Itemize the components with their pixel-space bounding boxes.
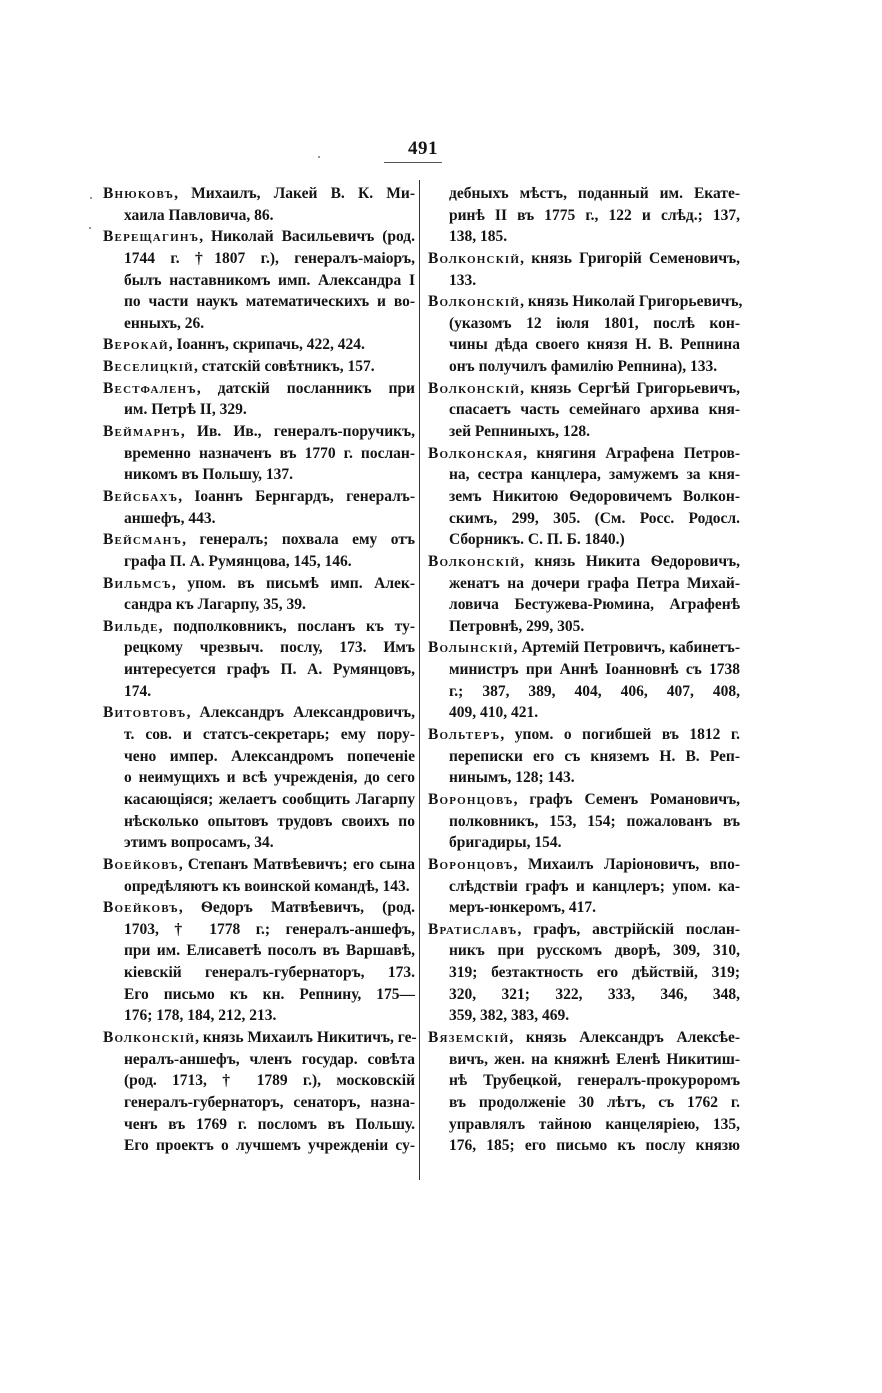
entry-text: полковникъ, 153, 154; пожалованъ въ (449, 812, 740, 830)
entry-headword: Волконскій (103, 1028, 196, 1046)
entry-text: , упом. въ письмѣ имп. Алек- (171, 574, 415, 592)
index-entry (103, 334, 415, 356)
entry-text: ловича Бестужева-Рюмина, Аграфенѣ (449, 596, 740, 614)
entry-text: графа П. А. Румянцова, 145, 146. (124, 552, 352, 570)
entry-line (428, 226, 740, 248)
entry-headword: Вяземскій (428, 1028, 510, 1046)
entry-text: , датскій посланникъ при (196, 379, 415, 397)
entry-line (103, 226, 415, 248)
entry-line (428, 378, 740, 400)
entry-text: бригадиры, 154. (449, 834, 562, 852)
entry-line (103, 378, 415, 400)
entry-text: т. сов. и статсъ-секретарь; ему пору- (124, 726, 415, 744)
entry-line (103, 313, 415, 335)
entry-text: интересуется графъ П. А. Румянцовъ, (124, 661, 415, 679)
entry-line (428, 313, 740, 335)
entry-line (428, 291, 743, 313)
entry-text: , упом. о погибшей въ 1812 г. (500, 726, 740, 744)
entry-text: сандра къ Лагарпу, 35, 39. (124, 596, 306, 614)
entry-line (428, 486, 740, 508)
entry-line (103, 573, 415, 595)
entry-line (103, 876, 415, 898)
entry-text: Петровнѣ, 299, 305. (449, 617, 585, 635)
index-entry (428, 378, 740, 443)
entry-headword: Волконскій (428, 249, 521, 267)
entry-text: 1744 г. †1807 г.), генералъ-маіоръ, (124, 249, 415, 267)
entry-text: , князь Григорій Семеновичъ, (520, 249, 740, 267)
entry-line (428, 248, 740, 270)
entry-headword: Вестфаленъ (103, 379, 197, 397)
entry-text: Сборникъ. С. П. Б. 1840.) (449, 531, 625, 549)
entry-text: 176; 178, 184, 212, 213. (124, 1007, 277, 1025)
entry-line (103, 356, 415, 378)
entry-line (428, 940, 740, 962)
entry-line (103, 183, 415, 205)
entry-text: чено импер. Александромъ попеченіе (124, 747, 415, 765)
entry-headword: Волконскій (428, 552, 521, 570)
entry-line (428, 919, 740, 941)
entry-text: въ продолженіе 30 лѣтъ, съ 1762 г. (449, 1093, 740, 1111)
entry-text: (род. 1713, † 1789 г.), московскій (124, 1072, 415, 1090)
entry-line (428, 1070, 740, 1092)
entry-line (428, 854, 740, 876)
entry-text: , Михаилъ, Лакей В. К. Ми- (174, 185, 415, 202)
index-entry (428, 724, 740, 789)
entry-line (103, 637, 415, 659)
entry-headword: Вильмсъ (103, 574, 172, 592)
entry-text: 138, 185. (449, 228, 508, 246)
index-entry (103, 573, 415, 616)
entry-text: , князь Николай Григорьевичъ, (520, 293, 743, 311)
entry-line (428, 270, 740, 292)
entry-headword: Веймарнъ (103, 423, 181, 441)
entry-line (428, 508, 740, 530)
entry-text: управлялъ тайною канцеляріею, 135, (449, 1115, 740, 1133)
entry-text: нѣсколько опытовъ трудовъ своихъ по (124, 812, 415, 830)
entry-line (428, 334, 740, 356)
entry-line (428, 746, 740, 768)
index-entry (103, 183, 415, 226)
entry-text: чины дѣда своего князя Н. В. Репнина (449, 336, 740, 354)
entry-line (428, 1135, 740, 1157)
entry-text: , князь Сергѣй Григорьевичъ, (520, 379, 740, 397)
entry-headword: Верещагинъ (103, 228, 200, 246)
entry-text: , генералъ; похвала ему отъ (182, 531, 415, 549)
entry-headword: Вейсманъ (103, 531, 183, 549)
entry-text: , Михаилъ Ларіоновичъ, впо- (513, 855, 740, 873)
entry-line (428, 529, 740, 551)
entry-line (428, 183, 740, 205)
entry-headword: Воронцовъ (428, 790, 514, 808)
entry-line (103, 248, 415, 270)
entry-text: хаила Павловича, 86. (124, 206, 274, 224)
entry-text: зей Репниныхъ, 128. (449, 423, 590, 441)
entry-headword: Внюковъ (103, 185, 175, 202)
entry-headword: Веселицкій (103, 358, 194, 376)
entry-text: на, сестра канцлера, замужемъ за кня- (449, 466, 740, 484)
entry-line (103, 291, 415, 313)
entry-text: спасаетъ часть семейнаго архива кня- (449, 401, 740, 419)
entry-text: нѣ Трубецкой, генералъ-прокуроромъ (449, 1072, 740, 1090)
entry-text: , Іоаннъ Бернгардъ, генералъ- (178, 487, 415, 505)
entry-headword: Волконская (428, 444, 524, 462)
entry-text: кіевскій генералъ-губернаторъ, 173. (124, 964, 415, 982)
entry-text: касающіяся; желаетъ сообщить Лагарпу (124, 790, 415, 808)
entry-line (428, 811, 740, 833)
entry-line (428, 551, 740, 573)
entry-line (428, 573, 740, 595)
entry-text: ринѣ II въ 1775 г., 122 и слѣд.; 137, (449, 206, 740, 224)
entry-line (428, 767, 740, 789)
entry-line (428, 897, 740, 919)
entry-line (428, 356, 740, 378)
entry-text: 319; безтактность его дѣйствій, 319; (449, 964, 740, 982)
entry-text: Его проектъ о лучшемъ учрежденіи су- (124, 1137, 415, 1155)
index-entry (103, 378, 415, 421)
entry-text: , подполковникъ, посланъ къ ту- (158, 617, 415, 635)
entry-line (103, 984, 415, 1006)
entry-text: вичъ, жен. на княжнѣ Еленѣ Никитиш- (449, 1050, 740, 1068)
entry-text: аншефъ, 443. (124, 509, 216, 527)
entry-headword: Вольтеръ (428, 726, 501, 744)
entry-text: никомъ въ Польшу, 137. (124, 466, 294, 484)
entry-headword: Витовтовъ (103, 704, 187, 722)
entry-text: по части наукъ математическихъ и во- (124, 293, 415, 311)
entry-line (428, 616, 740, 638)
entry-line (103, 962, 415, 984)
entry-line (103, 334, 415, 356)
index-entry (428, 637, 740, 724)
entry-line (428, 1027, 740, 1049)
entry-line (428, 681, 740, 703)
entry-headword: Волконскій (428, 379, 521, 397)
entry-text: нинымъ, 128; 143. (449, 769, 575, 787)
entry-line (428, 443, 740, 465)
entry-text: енныхъ, 26. (124, 314, 205, 332)
entry-text: , Ѳедоръ Матвѣевичъ, (род. (178, 899, 415, 917)
entry-text: рецкому чрезвыч. послу, 173. Имъ (124, 639, 415, 657)
index-entry (428, 291, 743, 378)
entry-line (428, 1049, 740, 1071)
entry-line (103, 594, 415, 616)
entry-line (103, 443, 415, 465)
scan-speck (318, 156, 320, 158)
index-entry (103, 854, 415, 897)
entry-line (103, 1070, 415, 1092)
entry-line (103, 508, 415, 530)
entry-text: генералъ-губернаторъ, сенаторъ, назна- (124, 1093, 415, 1111)
entry-line (103, 464, 415, 486)
entry-line (103, 399, 415, 421)
entry-line (103, 205, 415, 227)
entry-text: , статскій совѣтникъ, 157. (193, 358, 375, 376)
entry-line (103, 832, 415, 854)
right-column (428, 183, 743, 1157)
index-entry (428, 919, 740, 1027)
entry-text: Его письмо къ кн. Репнину, 175— (124, 985, 415, 1003)
entry-line (103, 854, 415, 876)
index-entry (428, 789, 740, 854)
entry-text: 409, 410, 421. (449, 704, 539, 722)
entry-headword: Вильде (103, 617, 159, 635)
entry-text: этимъ вопросамъ, 34. (124, 834, 274, 852)
scan-speck (90, 197, 92, 199)
index-entry (103, 897, 415, 1027)
entry-line (428, 637, 740, 659)
entry-line (428, 1114, 740, 1136)
entry-headword: Воейковъ (103, 899, 179, 917)
entry-text: , Степанъ Матвѣевичъ; его сына (178, 855, 415, 873)
entry-line (103, 789, 415, 811)
entry-text: , Іоаннъ, скрипачь, 422, 424. (168, 336, 365, 354)
entry-text: при им. Елисаветѣ посолъ въ Варшавѣ, (124, 942, 415, 960)
entry-text: (указомъ 12 іюля 1801, послѣ кон- (449, 314, 740, 332)
entry-line (428, 421, 740, 443)
entry-text: , графъ Семенъ Романовичъ, (513, 790, 740, 808)
entry-text: ченъ въ 1769 г. посломъ въ Польшу. (124, 1115, 415, 1133)
entry-text: 359, 382, 383, 469. (449, 1007, 570, 1025)
entry-line (103, 702, 415, 724)
index-entry (103, 356, 415, 378)
entry-text: , князь Александръ Алексѣе- (509, 1028, 740, 1046)
entry-headword: Верокай (103, 336, 169, 354)
entry-line (103, 811, 415, 833)
entry-line (428, 594, 740, 616)
entry-line (103, 529, 415, 551)
entry-text: 133. (449, 271, 477, 289)
index-entry (428, 443, 740, 551)
index-entry (103, 421, 415, 486)
entry-text: 174. (124, 682, 152, 700)
entry-text: , Александръ Александровичъ, (186, 704, 415, 722)
entry-line (428, 205, 740, 227)
entry-headword: Вейсбахъ (103, 487, 179, 505)
entry-line (103, 767, 415, 789)
column-divider (419, 180, 420, 1180)
entry-line (103, 919, 415, 941)
scan-speck (89, 227, 91, 229)
entry-line (428, 832, 740, 854)
entry-line (103, 681, 415, 703)
entry-text: 1703, † 1778 г.; генералъ-аншефъ, (124, 920, 415, 938)
index-entry (428, 854, 740, 919)
entry-line (103, 421, 415, 443)
entry-text: слѣдствіи графъ и канцлеръ; упом. ка- (449, 877, 740, 895)
entry-text: , князь Никита Ѳедоровичъ, (520, 552, 740, 570)
page-number: 491 (408, 138, 438, 159)
entry-headword: Воронцовъ (428, 855, 514, 873)
entry-text: им. Петрѣ II, 329. (124, 401, 247, 419)
entry-line (428, 789, 740, 811)
index-entry (103, 1027, 415, 1157)
entry-text: 176, 185; его письмо къ послу князю (449, 1137, 740, 1155)
index-entry (103, 226, 415, 334)
entry-text: , графъ, австрійскій послан- (517, 920, 740, 938)
entry-headword: Волконскій (428, 293, 521, 311)
entry-text: меръ-юнкеромъ, 417. (449, 899, 597, 917)
entry-text: министръ при Аннѣ Іоанновнѣ съ 1738 (449, 661, 740, 679)
entry-text: временно назначенъ въ 1770 г. послан- (124, 444, 415, 462)
left-column (103, 183, 415, 1157)
entry-line (103, 1092, 415, 1114)
entry-line (428, 724, 740, 746)
entry-text: о неимущихъ и всѣ учрежденія, до сего (124, 769, 415, 787)
entry-text: дебныхъ мѣстъ, поданный им. Екате- (449, 185, 740, 202)
entry-line (103, 1005, 415, 1027)
index-entry (103, 616, 415, 703)
entry-text: былъ наставникомъ имп. Александра I (124, 271, 415, 289)
entry-line (103, 270, 415, 292)
entry-text: скимъ, 299, 305. (См. Росс. Родосл. (449, 509, 740, 527)
entry-text: , Ив. Ив., генералъ-поручикъ, (180, 423, 415, 441)
entry-headword: Волынскій (428, 639, 514, 657)
entry-line (428, 984, 740, 1006)
entry-headword: Воейковъ (103, 855, 179, 873)
entry-line (428, 1092, 740, 1114)
entry-text: , княгиня Аграфена Петров- (523, 444, 740, 462)
entry-line (428, 876, 740, 898)
entry-text: нералъ-аншефъ, членъ государ. совѣта (124, 1050, 415, 1068)
entry-line (428, 659, 740, 681)
entry-text: г.; 387, 389, 404, 406, 407, 408, (449, 682, 740, 700)
entry-line (428, 1005, 740, 1027)
entry-line (103, 551, 415, 573)
index-entry (428, 183, 740, 248)
index-entry (103, 529, 415, 572)
entry-line (103, 1049, 415, 1071)
entry-line (103, 746, 415, 768)
entry-line (103, 659, 415, 681)
entry-line (103, 1027, 415, 1049)
entry-text: онъ получилъ фамилію Репнина), 133. (449, 358, 718, 376)
entry-headword: Вратиславъ (428, 920, 518, 938)
index-entry (428, 248, 740, 291)
entry-text: земъ Никитою Ѳедоровичемъ Волкон- (449, 487, 740, 505)
entry-text: переписки его съ княземъ Н. В. Реп- (449, 747, 740, 765)
entry-text: женатъ на дочери графа Петра Михай- (449, 574, 740, 592)
entry-line (428, 702, 740, 724)
entry-text: , князь Михаилъ Никитичъ, ге- (195, 1028, 417, 1046)
header-rule (384, 162, 442, 163)
entry-text: опредѣляютъ къ воинской командѣ, 143. (124, 877, 410, 895)
entry-line (428, 464, 740, 486)
index-entry (428, 551, 740, 638)
entry-line (103, 616, 415, 638)
entry-line (103, 940, 415, 962)
index-entry (103, 702, 415, 853)
entry-line (103, 1135, 415, 1157)
entry-line (428, 962, 740, 984)
entry-text: 320, 321; 322, 333, 346, 348, (449, 985, 740, 1003)
index-entry (428, 1027, 740, 1157)
entry-text: , Николай Васильевичъ (род. (199, 228, 415, 246)
entry-line (103, 724, 415, 746)
index-entry (103, 486, 415, 529)
entry-line (103, 486, 415, 508)
entry-text: , Артемій Петровичъ, кабинетъ- (513, 639, 740, 657)
entry-line (103, 897, 415, 919)
entry-line (428, 399, 740, 421)
entry-text: никъ при русскомъ дворѣ, 309, 310, (449, 942, 740, 960)
entry-line (103, 1114, 415, 1136)
